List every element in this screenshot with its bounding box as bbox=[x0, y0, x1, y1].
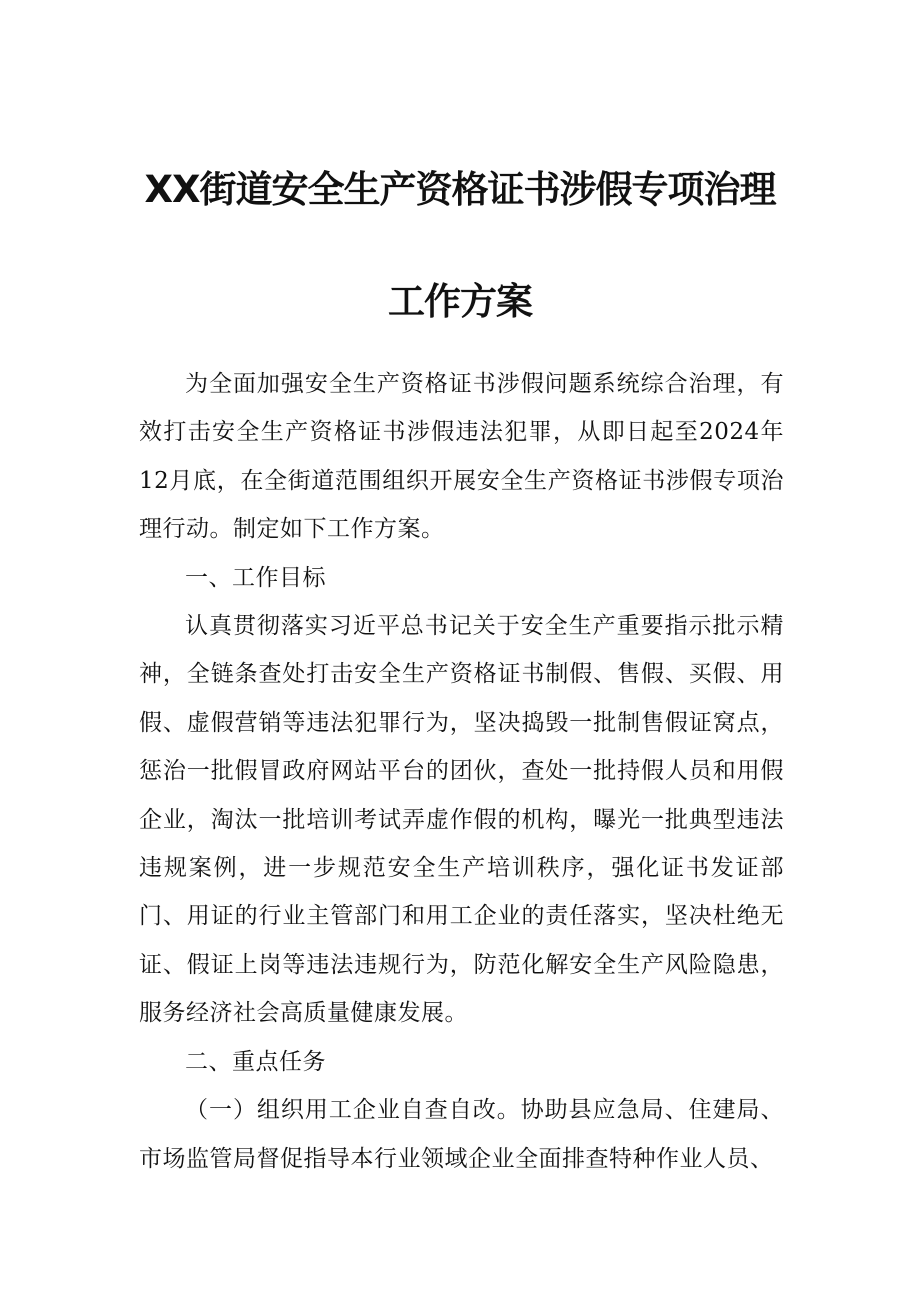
document-title-line-2: 工作方案 bbox=[388, 280, 532, 323]
task-1-paragraph: （一）组织用工企业自查自改。协助县应急局、住建局、市场监管局督促指导本行业领域企业全面排查特种作业人员、 bbox=[139, 1097, 784, 1172]
document-title-line-1: XX街道安全生产资格证书涉假专项治理 bbox=[144, 168, 776, 211]
section-heading-tasks: 二、重点任务 bbox=[185, 1048, 326, 1075]
section-heading-goals: 一、工作目标 bbox=[185, 564, 326, 591]
document-body bbox=[139, 360, 784, 1183]
intro-paragraph: 为全面加强安全生产资格证书涉假问题系统综合治理，有效打击安全生产资格证书涉假违法犯罪，从即日起至2024年12月底，在全街道范围组织开展安全生产资格证书涉假专项治理行动。制定如下工作方案。 bbox=[139, 371, 784, 543]
goals-paragraph: 认真贯彻落实习近平总书记关于安全生产重要指示批示精神，全链条查处打击安全生产资格证书制假、售假、买假、用假、虚假营销等违法犯罪行为，坚决捣毁一批制售假证窝点，惩治一批假冒政府网站平台的团伙，查处一批持假人员和用假企业，淘汰一批培训考试弄虚作假的机构，曝光一批典型违法违规案例，进一步规范安全生产培训秩序，强化证书发证部门、用证的行业主管部门和用工企业的责任落实，坚决杜绝无证、假证上岗等违法违规行为，防范化解安全生产风险隐患，服务经济社会高质量健康发展。 bbox=[139, 613, 784, 1027]
